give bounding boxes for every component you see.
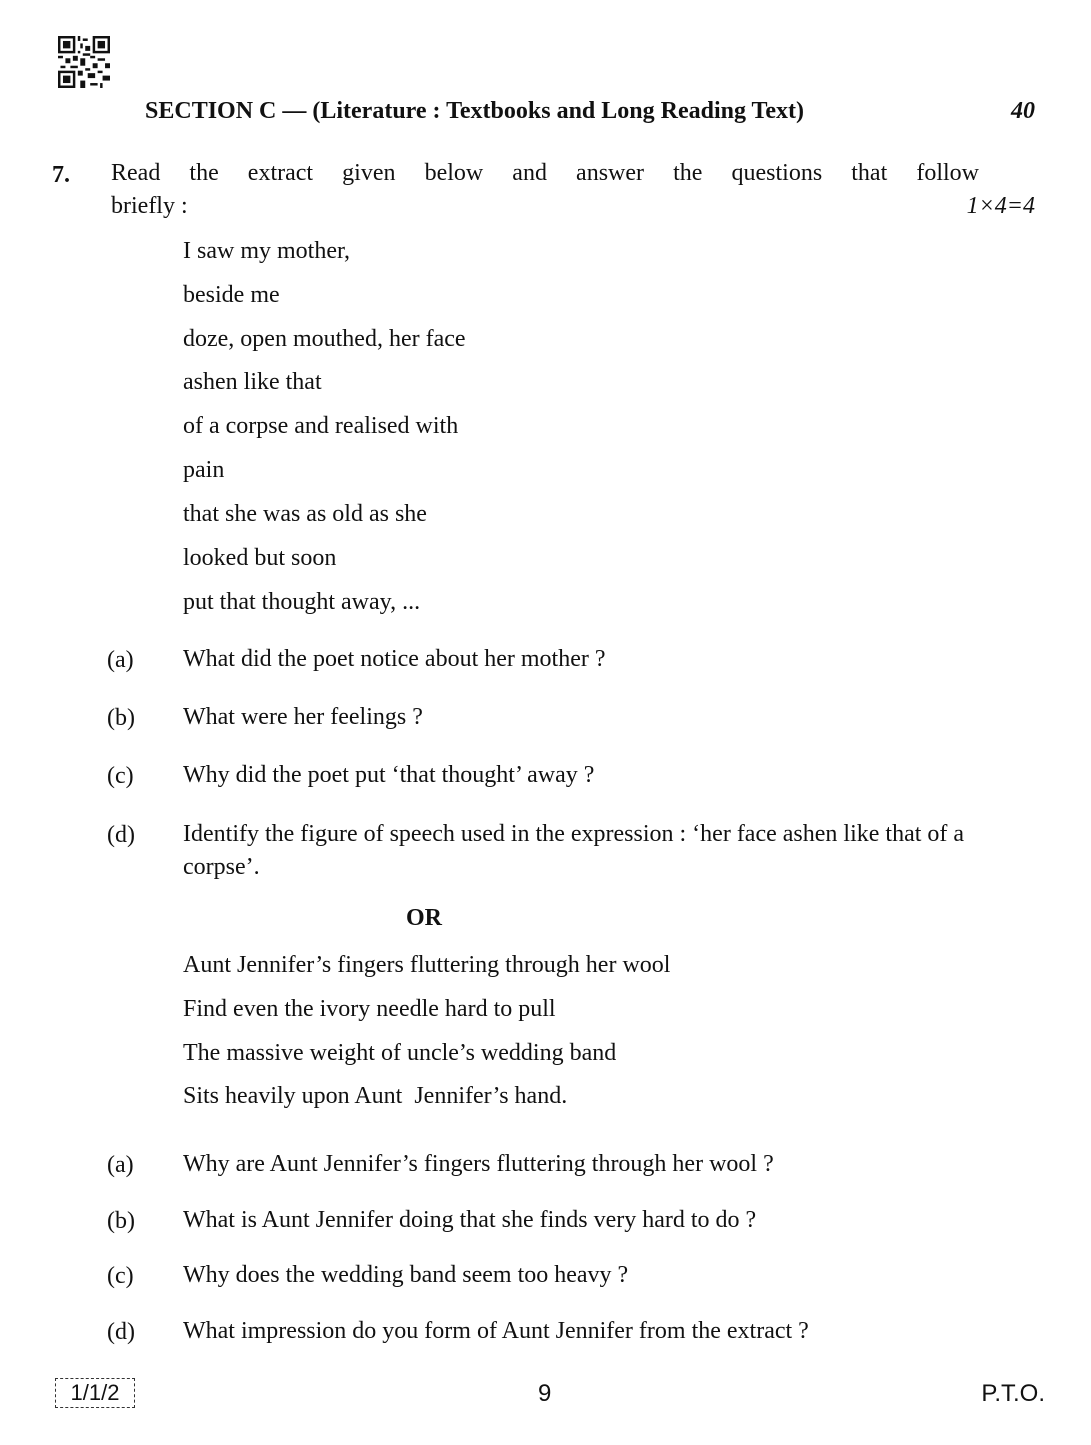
subquestion-text: What were her feelings ? <box>183 704 423 730</box>
subquestion-label: (b) <box>107 705 135 731</box>
extract-line: put that thought away, ... <box>183 589 421 615</box>
question-marks: 1×4=4 <box>966 193 1035 219</box>
page-number: 9 <box>538 1380 552 1407</box>
subquestion-text: Why are Aunt Jennifer’s fingers fluttering through her wool ? <box>183 1151 774 1177</box>
subquestion-label: (b) <box>107 1208 135 1234</box>
subquestion-label: (c) <box>107 1263 134 1289</box>
subquestion-text: Why did the poet put ‘that thought’ away ? <box>183 762 595 788</box>
question-number: 7. <box>52 162 70 188</box>
extract-line: pain <box>183 457 225 483</box>
subquestion-text: Identify the figure of speech used in the expression : ‘her face ashen like that of a corpse’. <box>183 821 965 880</box>
question-instruction: Read the extract given below and answer the questions that follow <box>111 160 979 186</box>
subquestion-label: (a) <box>107 1152 134 1178</box>
extract-line: Aunt Jennifer’s fingers fluttering through her wool <box>183 952 671 978</box>
question-instruction-cont: briefly : <box>111 193 188 219</box>
subquestion-label: (c) <box>107 763 134 789</box>
subquestion-text: What is Aunt Jennifer doing that she finds very hard to do ? <box>183 1207 757 1233</box>
extract-line: doze, open mouthed, her face <box>183 326 466 352</box>
extract-line: The massive weight of uncle’s wedding band <box>183 1040 617 1066</box>
subquestion-text: What did the poet notice about her mother ? <box>183 646 606 672</box>
extract-line: I saw my mother, <box>183 238 351 264</box>
extract-line: ashen like that <box>183 369 322 395</box>
section-title: SECTION C — (Literature : Textbooks and Long Reading Text) <box>145 98 804 124</box>
extract-line: of a corpse and realised with <box>183 413 459 439</box>
extract-line: Sits heavily upon Aunt Jennifer’s hand. <box>183 1083 568 1109</box>
section-marks: 40 <box>1011 98 1035 124</box>
subquestion-text: Why does the wedding band seem too heavy ? <box>183 1262 629 1288</box>
extract-line: beside me <box>183 282 280 308</box>
qr-code-icon <box>58 36 110 88</box>
subquestion-label: (d) <box>107 822 135 848</box>
pto-label: P.T.O. <box>981 1380 1045 1407</box>
extract-line: that she was as old as she <box>183 501 427 527</box>
or-divider: OR <box>406 905 442 931</box>
subquestion-label: (d) <box>107 1319 135 1345</box>
subquestion-text: What impression do you form of Aunt Jennifer from the extract ? <box>183 1318 809 1344</box>
extract-line: Find even the ivory needle hard to pull <box>183 996 556 1022</box>
paper-code: 1/1/2 <box>55 1378 135 1408</box>
subquestion-label: (a) <box>107 647 134 673</box>
extract-line: looked but soon <box>183 545 337 571</box>
